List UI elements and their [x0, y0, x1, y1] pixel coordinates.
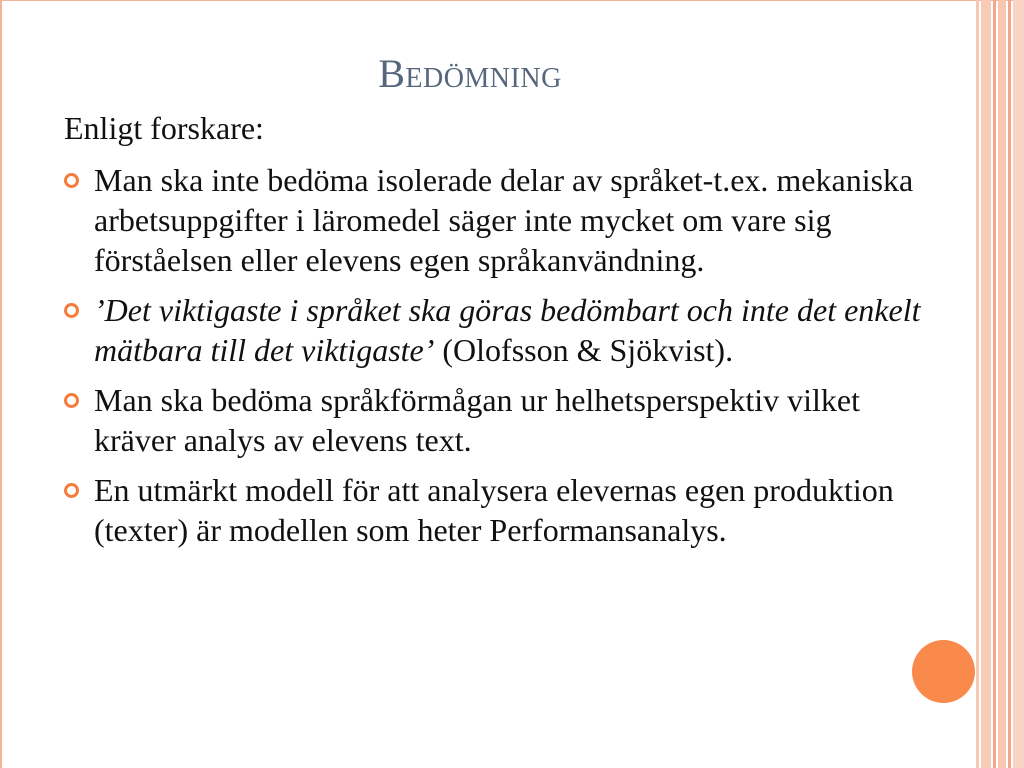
bullet-item [64, 290, 944, 370]
bullet-quote: ’Det viktigaste i språket ska göras bedömbart och inte det enkelt mätbara till det viktigaste’ [94, 292, 921, 368]
bullet-text: Man ska inte bedöma isolerade delar av språket-t.ex. mekaniska arbetsuppgifter i läromedel säger inte mycket om vare sig förståelsen eller elevens egen språkanvändning. [94, 162, 914, 278]
bullet-text: En utmärkt modell för att analysera elevernas egen produktion (texter) är modellen som heter Performansanalys. [94, 472, 894, 548]
bullet-citation: (Olofsson & Sjökvist). [434, 332, 734, 368]
slide-title: Bedömning [378, 51, 562, 96]
bullet-item [64, 470, 944, 550]
decorative-stripe [998, 0, 1006, 768]
decorative-stripe [993, 0, 996, 768]
decorative-stripe [981, 0, 991, 768]
bullet-circle-icon [64, 483, 79, 498]
decorative-stripe [1013, 0, 1024, 768]
bullet-item [64, 160, 944, 280]
bullet-circle-icon [64, 303, 79, 318]
intro-text: Enligt forskare: [64, 110, 264, 146]
bullet-item [64, 380, 944, 460]
bullet-text: Man ska bedöma språkförmågan ur helhetsperspektiv vilket kräver analys av elevens text. [94, 382, 860, 458]
bullet-list [64, 160, 944, 560]
slide-top-border [0, 0, 1024, 1]
bullet-circle-icon [64, 393, 79, 408]
decorative-stripe [976, 0, 979, 768]
bullet-circle-icon [64, 173, 79, 188]
decorative-stripe [1008, 0, 1011, 768]
decorative-circle [912, 640, 975, 703]
slide-left-border [0, 0, 2, 768]
